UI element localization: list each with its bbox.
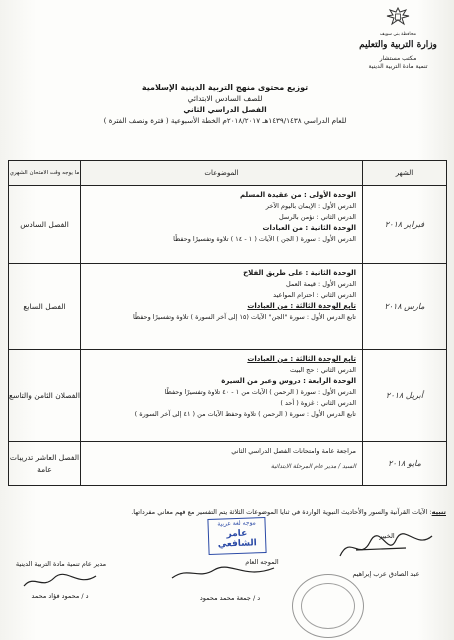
lesson-line: الدرس الثاني : نؤمن بالرسل [278,213,356,221]
handwritten-note: السيد / مدير عام المرحلة الابتدائية [270,463,356,470]
note-label: تنبيه [431,508,446,516]
month-label: فبراير ٢٠١٨ [384,220,425,229]
month-label: أبريل ٢٠١٨ [386,391,423,400]
unit-heading: الوحدة الرابعة : دروس وعبر من السيرة [221,377,356,385]
unit-heading: تابع الوحدة الثالثة : من العبادات [247,302,356,310]
title-line-2: للصف السادس الابتدائي [187,94,263,103]
month-cell [363,186,447,264]
lesson-line: الدرس الثاني : حج البيت [290,366,356,374]
official-round-stamp [292,574,364,638]
title-line-3: الفصل الدراسي الثاني [183,105,267,114]
table-row [9,350,447,442]
exam-cell [9,442,81,486]
unit-heading: تابع الوحدة الثالثة : من العبادات [247,355,356,363]
unit-heading: الوحدة الأولى : من عقيدة المسلم [240,191,356,199]
exam-label: الفصل السادس [20,219,69,229]
director-signature-scribble [168,562,278,584]
expert-title: الخبير [379,532,395,540]
title-line-1: توزيع محتوى منهج التربية الدينية الإسلامية [141,83,309,92]
unit-heading: الوحدة الثانية : من العبادات [262,224,356,232]
exam-label: الفصلان الثامن والتاسع [9,390,80,400]
stamp-name: عامر الشافعي [217,528,257,550]
exam-cell [9,264,81,350]
curriculum-table [8,160,447,486]
table-row [9,264,447,350]
director-name: د / جمعة محمد محمود [199,594,261,602]
table-header-row [9,161,447,186]
manager-name-block [10,592,110,601]
unit-heading: الوحدة الثانية : على طريق الفلاح [243,269,356,277]
lesson-line: الدرس الأول : قيمة العمل [285,280,356,288]
lesson-line: الدرس الأول : الإيمان باليوم الآخر [265,202,356,210]
month-cell [363,264,447,350]
table-row [9,186,447,264]
month-label: مارس ٢٠١٨ [384,302,425,311]
exam-label: الفصل العاشر تدريبات عامة [9,452,80,474]
manager-name: د / محمود فؤاد محمد [31,592,89,600]
topics-cell [81,350,363,442]
lesson-line: الدرس الأول : سورة ( الجن ) الآيات ( ١ - ١٤ ) تلاوة وتفسيرًا وحفظًا [173,235,356,243]
department-name: تنمية مادة التربية الدينية [368,63,428,70]
lesson-line: الدرس الثاني : غزوة ( أحد ) [280,399,356,407]
month-label: مايو ٢٠١٨ [388,459,421,468]
month-cell [363,442,447,486]
inspector-stamp [207,517,266,555]
title-block [80,82,370,126]
title-line-4: للعام الدراسي ١٤٣٩/١٤٣٨هـ ٢٠١٨/٢٠١٧م الخطة الأسبوعية ( فترة ونصف الفترة ) [103,116,347,125]
ministry-name: وزارة التربية والتعليم [359,40,437,50]
director-name-block [150,594,310,603]
header-topics: الموضوعات [81,161,363,186]
expert-name: عبد الصادق عرب إبراهيم [352,570,420,578]
letterhead [352,6,444,71]
exam-cell [9,350,81,442]
note-text: : الآيات القرآنية والسور والأحاديث النبوية الواردة في ثنايا الموضوعات الثلاثة يتم التفسير مع فهم معاني مفرداتها. [131,508,432,516]
topics-cell [81,186,363,264]
month-cell [363,350,447,442]
lesson-line: مراجعة عامة وامتحانات الفصل الدراسي الثاني [231,447,356,455]
director-title: الموجه العام [245,558,279,566]
letterhead-top-line: محافظة بني سويف [379,32,417,37]
office-name: مكتب مستشار [379,55,417,62]
stamp-title: موجه لغة عربية [217,519,256,528]
footer-note [6,508,446,517]
lesson-line: تابع الدرس الأول : سورة "الجن" الآيات (١٥ إلى آخر السورة ) تلاوة وتفسيرًا وحفظًا [132,313,356,321]
manager-signature-scribble [20,572,100,592]
manager-title-block [6,560,116,569]
table-row [9,442,447,486]
lesson-line: الدرس الأول : سورة ( الرحمن ) الآيات من ١ - ٤٠ تلاوة وتفسيرًا وحفظًا [164,388,356,396]
exam-cell [9,186,81,264]
eagle-emblem-icon [385,6,411,28]
exam-label: الفصل السابع [23,301,66,311]
header-month: الشهر [363,161,447,186]
topics-cell [81,264,363,350]
topics-cell [81,442,363,486]
expert-signature-scribble [336,528,436,566]
lesson-line: الدرس الثاني : احترام المواعيد [273,291,356,299]
lesson-line: تابع الدرس الأول : سورة ( الرحمن ) تلاوة وحفظ الآيات من ( ٤١ إلى آخر السورة ) [134,410,356,418]
header-exams: ما يوجه وقت الامتحان الشهري [9,161,81,186]
manager-title: مدير عام تنمية مادة التربية الدينية [15,560,107,568]
